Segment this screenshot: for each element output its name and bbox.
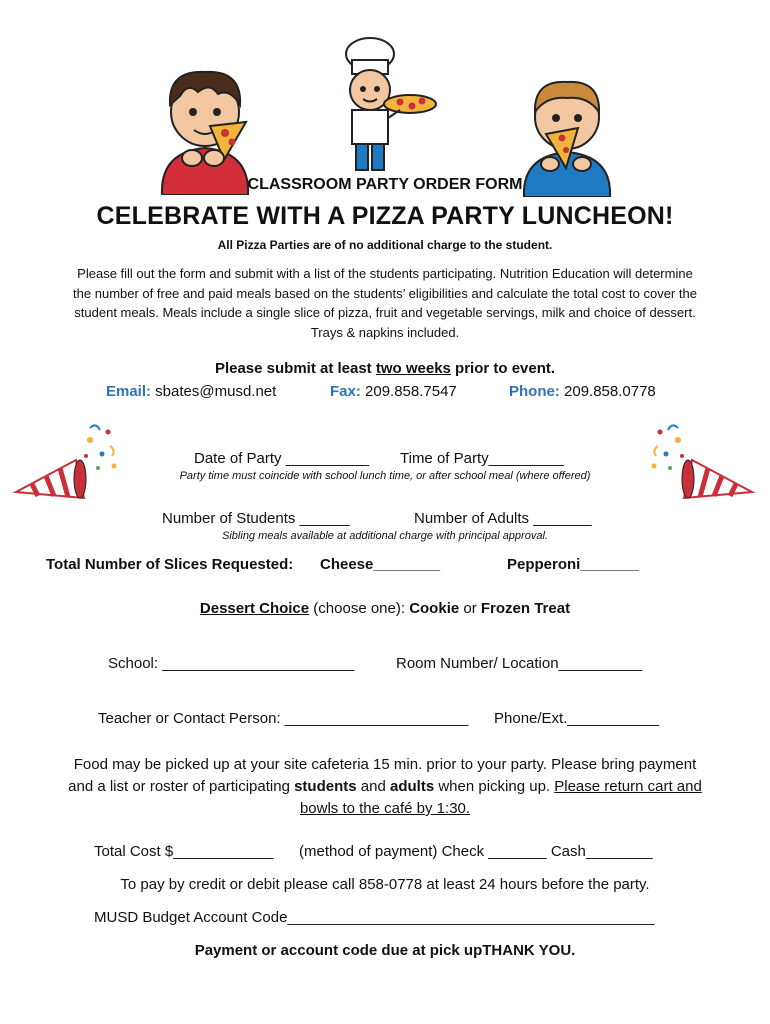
pickup-paragraph xyxy=(0,754,770,820)
kid-eating-pizza-left-illustration xyxy=(150,60,260,195)
pepperoni-slices-field[interactable]: Pepperoni_______ xyxy=(507,556,639,573)
party-horn-left-illustration xyxy=(10,420,130,510)
intro-line: Trays & napkins included. xyxy=(310,324,460,340)
pickup-line xyxy=(0,776,770,798)
fax-label: Fax: xyxy=(330,383,361,400)
pickup-text: and a list or roster of participating xyxy=(68,778,295,795)
credit-debit-note: To pay by credit or debit please call 858-0778 at least 24 hours before the party. xyxy=(120,876,650,893)
return-cart-note: Please return cart and xyxy=(554,778,702,795)
sibling-meals-note: Sibling meals available at additional charge with principal approval. xyxy=(222,530,548,542)
email-value: sbates@musd.net xyxy=(151,383,277,400)
phone-value: 209.858.0778 xyxy=(559,383,656,400)
total-cost-field[interactable]: Total Cost $____________ xyxy=(94,843,274,860)
payment-method-field[interactable]: (method of payment) Check _______ Cash________ xyxy=(299,843,653,860)
dessert-option-frozen-treat[interactable]: Frozen Treat xyxy=(480,600,571,617)
intro-paragraph xyxy=(0,264,770,342)
dessert-choice xyxy=(0,600,770,617)
party-time-note: Party time must coincide with school lunch time, or after school meal (where offered) xyxy=(179,470,591,482)
form-title: CLASSROOM PARTY ORDER FORM xyxy=(247,176,523,193)
dessert-note: (choose one): xyxy=(309,600,410,617)
email-label: Email: xyxy=(106,383,152,400)
fax-value: 209.858.7547 xyxy=(360,383,457,400)
budget-account-code-field[interactable]: MUSD Budget Account Code____________________________________________ xyxy=(94,909,655,926)
submit-prefix: Please submit at least xyxy=(214,360,376,377)
payment-due-footer: Payment or account code due at pick upTHANK YOU. xyxy=(194,942,576,959)
submit-emphasis: two weeks xyxy=(375,360,451,377)
contact-person-field[interactable]: Teacher or Contact Person: ______________________ xyxy=(98,710,469,727)
school-field[interactable]: School: _______________________ xyxy=(108,655,355,672)
number-of-adults-field[interactable]: Number of Adults _______ xyxy=(414,510,592,527)
dessert-label: Dessert Choice xyxy=(199,600,310,617)
room-location-field[interactable]: Room Number/ Location__________ xyxy=(396,655,642,672)
intro-line: the number of free and paid meals based on the students’ eligibilities and calculate the total cost to cover the xyxy=(73,285,697,301)
submit-deadline xyxy=(0,360,770,377)
pickup-adults: adults xyxy=(389,778,435,795)
pickup-students: students xyxy=(294,778,357,795)
pickup-line: bowls to the café by 1:30. xyxy=(299,800,471,817)
subtitle: All Pizza Parties are of no additional charge to the student. xyxy=(217,238,553,252)
cheese-slices-field[interactable]: Cheese________ xyxy=(320,556,441,573)
contact-phone xyxy=(509,383,656,400)
dessert-or: or xyxy=(459,600,481,617)
number-of-students-field[interactable]: Number of Students ______ xyxy=(162,510,350,527)
date-of-party-field[interactable]: Date of Party __________ xyxy=(194,450,370,467)
intro-line: student meals. Meals include a single slice of pizza, fruit and vegetable servings, milk and choice of dessert. xyxy=(74,305,696,320)
time-of-party-field[interactable]: Time of Party_________ xyxy=(400,450,564,467)
phone-label: Phone: xyxy=(509,383,560,400)
intro-line: Please fill out the form and submit with a list of the students participating. Nutrition Education will determine xyxy=(77,266,693,281)
pickup-text: when picking up. xyxy=(434,778,555,795)
pickup-line: Food may be picked up at your site cafeteria 15 min. prior to your party. Please bring payment xyxy=(73,756,697,773)
dessert-option-cookie[interactable]: Cookie xyxy=(409,600,460,617)
slices-requested-label: Total Number of Slices Requested: xyxy=(46,556,294,573)
chef-holding-pizza-illustration xyxy=(330,34,440,176)
contact-email xyxy=(106,383,276,400)
contact-fax xyxy=(330,383,457,400)
party-horn-right-illustration xyxy=(638,420,758,510)
submit-suffix: prior to event. xyxy=(450,360,556,377)
pickup-text: and xyxy=(356,778,390,795)
main-title: CELEBRATE WITH A PIZZA PARTY LUNCHEON! xyxy=(96,202,674,230)
phone-ext-field[interactable]: Phone/Ext.___________ xyxy=(494,710,660,727)
